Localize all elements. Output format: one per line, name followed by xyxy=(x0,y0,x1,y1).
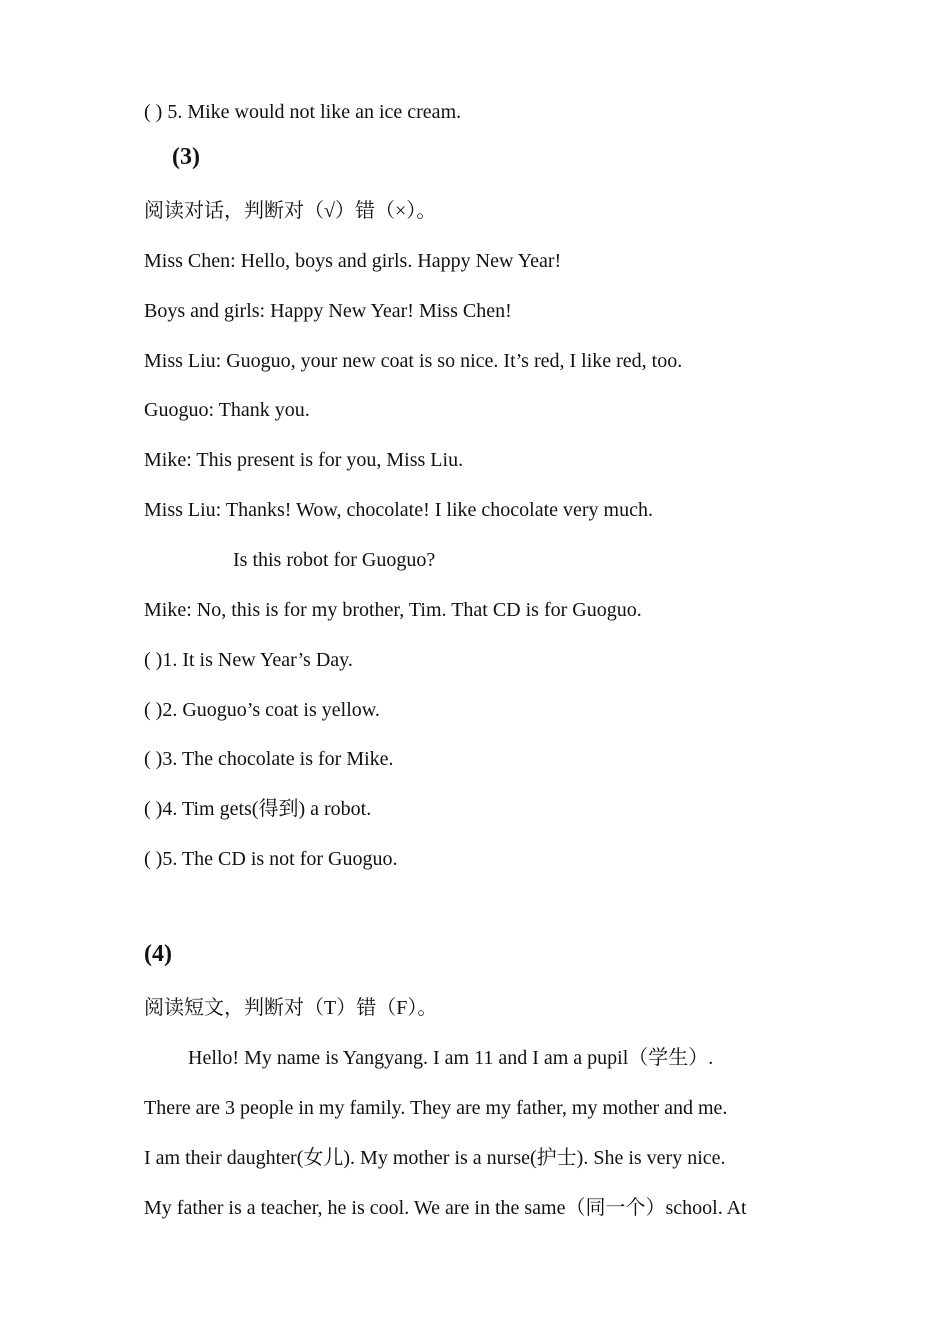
dialogue-line: Is this robot for Guoguo? xyxy=(233,549,436,571)
dialogue-line: Boys and girls: Happy New Year! Miss Chen! xyxy=(144,300,512,322)
section-4-instruction: 阅读短文，判断对（T）错（F）。 xyxy=(144,997,438,1019)
section-4-heading: (4) xyxy=(144,941,172,967)
dialogue-line: Miss Liu: Guoguo, your new coat is so nice. It’s red, I like red, too. xyxy=(144,350,683,372)
dialogue-line: Miss Liu: Thanks! Wow, chocolate! I like chocolate very much. xyxy=(144,499,653,521)
question-item: ( )3. The chocolate is for Mike. xyxy=(144,748,394,770)
passage-line: I am their daughter(女儿). My mother is a nurse(护士). She is very nice. xyxy=(144,1147,726,1169)
question-item: ( )5. The CD is not for Guoguo. xyxy=(144,848,398,870)
section-3-heading: (3) xyxy=(172,144,200,170)
section-3-instruction: 阅读对话，判断对（√）错（×）。 xyxy=(144,200,437,222)
dialogue-line: Mike: This present is for you, Miss Liu. xyxy=(144,449,464,471)
question-item: ( )1. It is New Year’s Day. xyxy=(144,649,353,671)
passage-line: There are 3 people in my family. They are my father, my mother and me. xyxy=(144,1097,728,1119)
question-5-mike-ice-cream: ( ) 5. Mike would not like an ice cream. xyxy=(144,101,462,123)
passage-line: Hello! My name is Yangyang. I am 11 and I am a pupil（学生）. xyxy=(188,1047,714,1069)
dialogue-line: Mike: No, this is for my brother, Tim. That CD is for Guoguo. xyxy=(144,599,642,621)
passage-line: My father is a teacher, he is cool. We are in the same（同一个）school. At xyxy=(144,1197,747,1219)
dialogue-line: Miss Chen: Hello, boys and girls. Happy New Year! xyxy=(144,250,562,272)
question-item: ( )4. Tim gets(得到) a robot. xyxy=(144,798,372,820)
question-item: ( )2. Guoguo’s coat is yellow. xyxy=(144,699,380,721)
dialogue-line: Guoguo: Thank you. xyxy=(144,399,310,421)
